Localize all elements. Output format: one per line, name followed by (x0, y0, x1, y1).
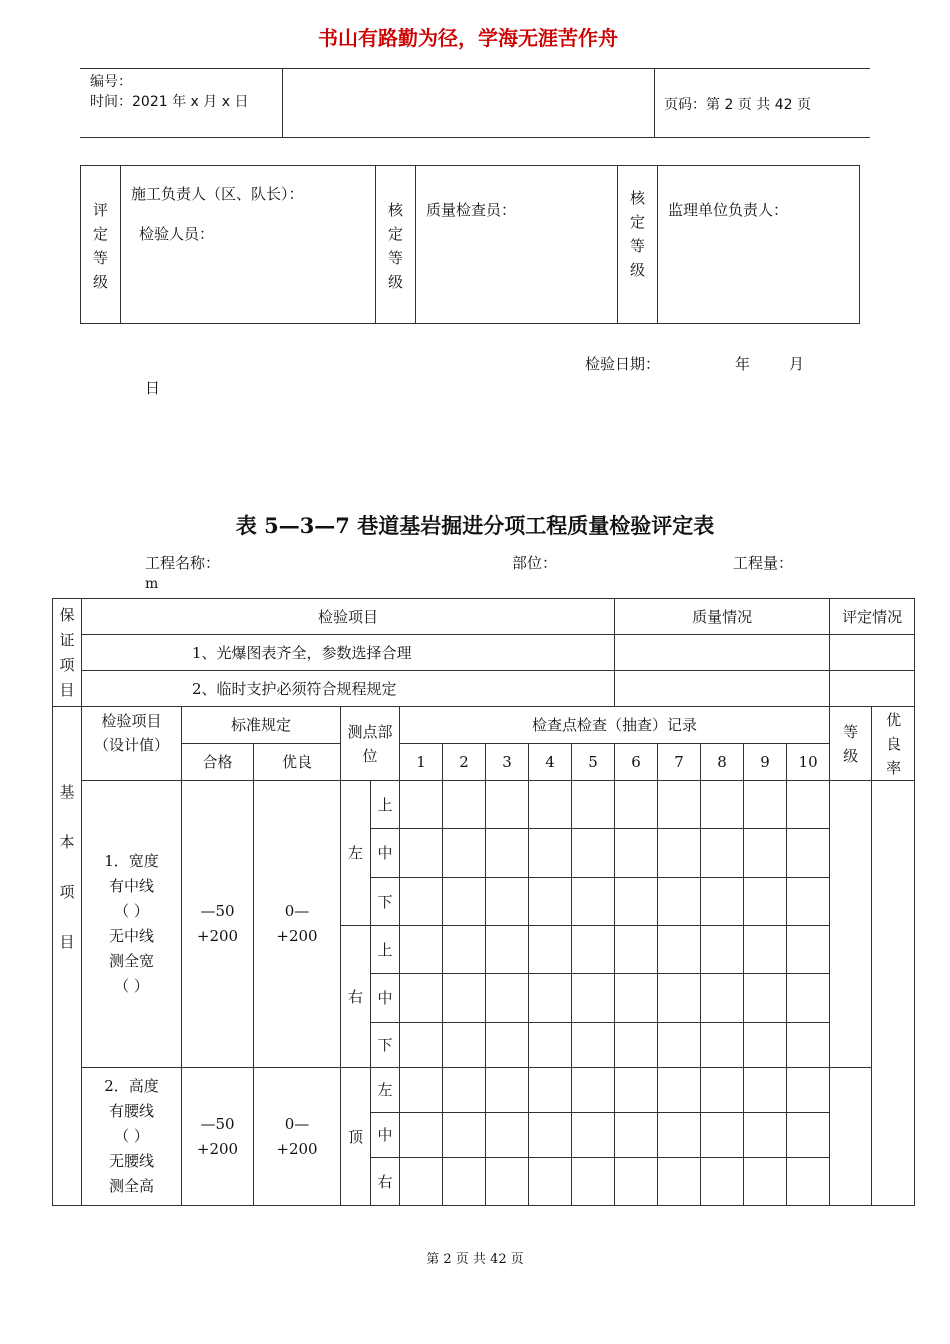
width-pass-cell (182, 781, 254, 1068)
record-cell (744, 1158, 787, 1206)
height-pass-cell (182, 1068, 254, 1206)
record-cell (400, 781, 443, 829)
record-cell (615, 974, 658, 1023)
point-number: 4 (529, 744, 572, 781)
record-cell (443, 781, 486, 829)
position-label: 下 (371, 1023, 400, 1068)
record-cell (486, 878, 529, 926)
position-label: 右 (371, 1158, 400, 1206)
record-cell (615, 829, 658, 878)
quality-cell (416, 166, 618, 324)
record-cell (658, 926, 701, 974)
height-line: （ ） (114, 1127, 149, 1145)
record-cell (400, 878, 443, 926)
position-label: 左 (371, 1068, 400, 1113)
point-number: 10 (787, 744, 830, 781)
quantity-unit: m (145, 576, 159, 592)
width-grade-cell (830, 781, 872, 1068)
record-cell (572, 1068, 615, 1113)
record-cell (744, 878, 787, 926)
width-line: 测全宽 (108, 952, 154, 970)
record-cell (443, 829, 486, 878)
record-cell (529, 926, 572, 974)
record-cell (572, 926, 615, 974)
width-line: 无中线 (108, 927, 154, 945)
excellent-header: 优良 (254, 744, 341, 781)
header-divider (282, 69, 283, 137)
width-line: （ ） (114, 977, 149, 995)
quality-inspector-label: 质量检查员： (426, 201, 517, 219)
record-cell (744, 926, 787, 974)
height-excellent-value: +200 (276, 1139, 318, 1158)
record-cell (744, 1068, 787, 1113)
verify-grade-cell (376, 166, 416, 324)
point-number: 5 (572, 744, 615, 781)
page-footer: 第 2 页 共 42 页 (426, 1252, 524, 1267)
height-excellent-cell (254, 1068, 341, 1206)
side-right-label: 右 (341, 926, 371, 1068)
width-pass-value: +200 (196, 927, 239, 945)
point-number: 3 (486, 744, 529, 781)
position-label: 中 (371, 1113, 400, 1158)
width-excellent-value: +200 (276, 927, 318, 945)
record-cell (615, 781, 658, 829)
record-cell (486, 1158, 529, 1206)
record-cell (443, 1068, 486, 1113)
record-cell (529, 1023, 572, 1068)
record-cell (615, 1113, 658, 1158)
record-cell (486, 1113, 529, 1158)
height-line: 2．高度 (104, 1077, 159, 1095)
guarantee-quality-cell (615, 671, 830, 707)
header-divider (654, 69, 655, 137)
header-page-label: 页码：第 2 页 共 42 页 (664, 97, 811, 113)
guarantee-item: 2、临时支护必须符合规程规定 (82, 671, 615, 707)
record-cell (787, 781, 830, 829)
guarantee-item: 1、光爆图表齐全，参数选择合理 (82, 635, 615, 671)
position-label: 下 (371, 878, 400, 926)
side-left-label: 左 (341, 781, 371, 926)
verify-grade-label: 核定等级 (388, 201, 404, 291)
width-line: （ ） (114, 902, 149, 920)
verify-grade-label: 核定等级 (630, 189, 646, 279)
guarantee-quality-header: 质量情况 (615, 599, 830, 635)
height-pass-value: —50 (200, 1114, 235, 1133)
record-cell (400, 1158, 443, 1206)
width-pass-value: —50 (200, 902, 235, 920)
point-number: 6 (615, 744, 658, 781)
point-number: 9 (744, 744, 787, 781)
record-cell (744, 974, 787, 1023)
point-number: 8 (701, 744, 744, 781)
guarantee-rating-cell (830, 671, 915, 707)
header-left (90, 72, 248, 112)
inspection-day: 日 (145, 379, 161, 397)
record-cell (400, 829, 443, 878)
record-header: 检查点检查（抽查）记录 (400, 707, 830, 744)
record-cell (701, 1068, 744, 1113)
record-cell (658, 1158, 701, 1206)
record-cell (400, 926, 443, 974)
record-cell (486, 1068, 529, 1113)
inspection-date-label: 检验日期： (585, 355, 661, 373)
position-label: 中 (371, 829, 400, 878)
position-label: 上 (371, 781, 400, 829)
width-excellent-value: 0— (284, 902, 310, 920)
basic-item-header: 检验项目（设计值） (82, 707, 182, 781)
record-cell (701, 1113, 744, 1158)
record-cell (787, 974, 830, 1023)
record-cell (443, 1023, 486, 1068)
record-cell (744, 1023, 787, 1068)
record-cell (486, 781, 529, 829)
pass-header: 合格 (182, 744, 254, 781)
point-number: 1 (400, 744, 443, 781)
record-cell (486, 926, 529, 974)
record-cell (486, 974, 529, 1023)
record-cell (529, 1158, 572, 1206)
record-cell (615, 878, 658, 926)
point-header: 测点部位 (341, 707, 400, 781)
location-label: 部位： (512, 554, 558, 572)
record-cell (701, 781, 744, 829)
number-label: 编号： (90, 74, 132, 90)
record-cell (615, 926, 658, 974)
time-label: 时间：2021 年 x 月 x 日 (90, 94, 249, 110)
record-cell (443, 878, 486, 926)
record-cell (400, 1068, 443, 1113)
record-cell (701, 829, 744, 878)
record-cell (701, 926, 744, 974)
record-cell (400, 974, 443, 1023)
rating-grade-cell (81, 166, 121, 324)
height-line: 无腰线 (108, 1152, 154, 1170)
record-cell (400, 1113, 443, 1158)
rate-header: 优良率 (872, 707, 915, 781)
basic-section-label: 基本项目 (59, 783, 75, 951)
supervisor-cell (658, 166, 860, 324)
record-cell (658, 1068, 701, 1113)
record-cell (572, 829, 615, 878)
width-line: 1．宽度 (104, 852, 159, 870)
point-number: 2 (443, 744, 486, 781)
rate-cell (872, 781, 915, 1206)
construction-head-label: 施工负责人（区、队长）： (131, 185, 304, 203)
record-cell (658, 1113, 701, 1158)
guarantee-quality-cell (615, 635, 830, 671)
signature-table (80, 165, 860, 324)
record-cell (744, 829, 787, 878)
quality-evaluation-table (52, 598, 915, 1206)
record-cell (658, 974, 701, 1023)
record-cell (787, 1158, 830, 1206)
record-cell (529, 1113, 572, 1158)
width-excellent-cell (254, 781, 341, 1068)
record-cell (529, 829, 572, 878)
supervisor-head-label: 监理单位负责人： (668, 201, 789, 219)
project-name-label: 工程名称： (145, 554, 221, 572)
record-cell (701, 1023, 744, 1068)
record-cell (529, 781, 572, 829)
record-cell (443, 926, 486, 974)
record-cell (658, 781, 701, 829)
record-cell (615, 1158, 658, 1206)
guarantee-section-cell (53, 599, 82, 707)
guarantee-rating-header: 评定情况 (830, 599, 915, 635)
record-cell (744, 1113, 787, 1158)
record-cell (615, 1068, 658, 1113)
height-excellent-value: 0— (284, 1114, 310, 1133)
record-cell (701, 974, 744, 1023)
record-cell (572, 1023, 615, 1068)
rating-grade-label: 评定等级 (93, 201, 109, 291)
inspection-month: 月 (789, 355, 805, 373)
record-cell (658, 829, 701, 878)
height-line: 测全高 (108, 1177, 154, 1195)
record-cell (443, 1113, 486, 1158)
inspection-year: 年 (735, 355, 751, 373)
record-cell (572, 781, 615, 829)
record-cell (572, 974, 615, 1023)
record-cell (615, 1023, 658, 1068)
record-cell (787, 878, 830, 926)
record-cell (400, 1023, 443, 1068)
side-top-label: 顶 (341, 1068, 371, 1206)
record-cell (486, 829, 529, 878)
record-cell (529, 974, 572, 1023)
width-line: 有中线 (108, 877, 154, 895)
height-item-cell (82, 1068, 182, 1206)
record-cell (443, 974, 486, 1023)
point-number: 7 (658, 744, 701, 781)
position-label: 上 (371, 926, 400, 974)
record-cell (744, 781, 787, 829)
quantity-label: 工程量： (733, 554, 794, 572)
record-cell (572, 878, 615, 926)
height-grade-cell (830, 1068, 872, 1206)
guarantee-section-label: 保证项目 (59, 605, 75, 699)
guarantee-item-header: 检验项目 (82, 599, 615, 635)
table-title: 表 5—3—7 巷道基岩掘进分项工程质量检验评定表 (235, 513, 715, 538)
record-cell (486, 1023, 529, 1068)
record-cell (529, 1068, 572, 1113)
record-cell (701, 1158, 744, 1206)
record-cell (787, 1113, 830, 1158)
record-cell (701, 878, 744, 926)
record-cell (787, 926, 830, 974)
position-label: 中 (371, 974, 400, 1023)
record-cell (658, 878, 701, 926)
record-cell (787, 1023, 830, 1068)
standard-header: 标准规定 (182, 707, 341, 744)
inspection-date (585, 353, 825, 375)
inspector-label: 检验人员： (139, 225, 215, 243)
record-cell (572, 1158, 615, 1206)
record-cell (658, 1023, 701, 1068)
verify-grade-cell (618, 166, 658, 324)
record-cell (529, 878, 572, 926)
header-motto: 书山有路勤为径，学海无涯苦作舟 (318, 26, 618, 50)
record-cell (572, 1113, 615, 1158)
record-cell (787, 829, 830, 878)
record-cell (443, 1158, 486, 1206)
width-item-cell (82, 781, 182, 1068)
guarantee-rating-cell (830, 635, 915, 671)
record-cell (787, 1068, 830, 1113)
construction-cell (121, 166, 376, 324)
height-pass-value: +200 (196, 1139, 239, 1158)
height-line: 有腰线 (108, 1102, 154, 1120)
basic-section-cell (53, 707, 82, 1206)
grade-header: 等级 (830, 707, 872, 781)
